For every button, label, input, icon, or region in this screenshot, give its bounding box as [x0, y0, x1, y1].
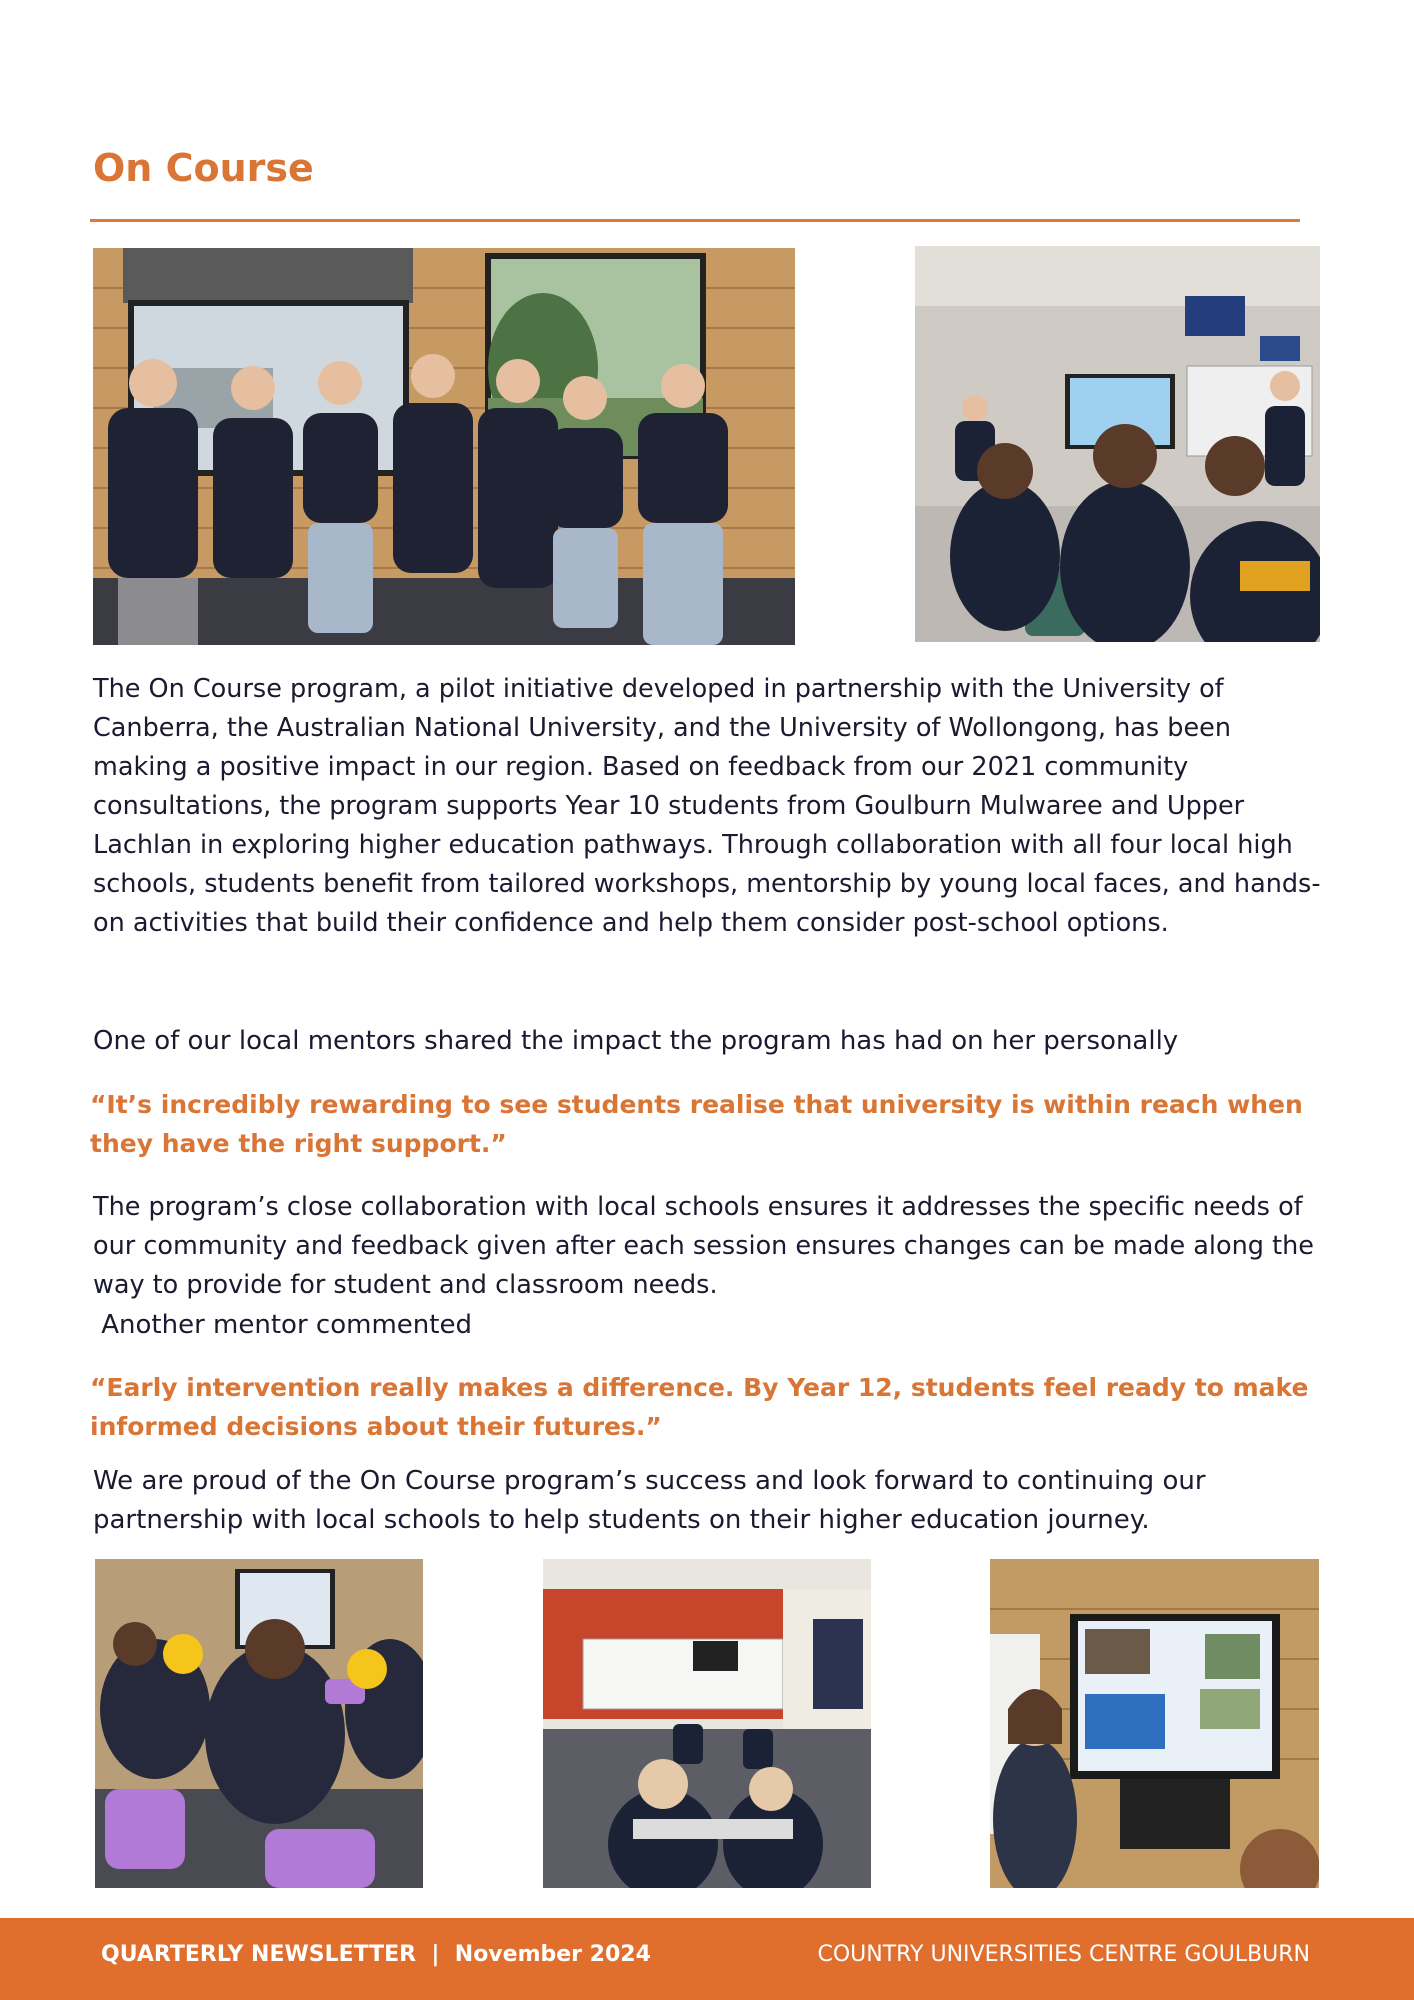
- page-footer: [0, 1918, 1414, 2000]
- title-divider: [90, 219, 1300, 222]
- intro-paragraph: The On Course program, a pilot initiative developed in partnership with the University of Canberra, the Australian National University, and the University of Wollongong, has been making a positive impact in our region. Based on feedback from our 2021 community consultations, the program supports Year 10 students from Goulburn Mulwaree and Upper Lachlan in exploring higher education pathways. Through collaboration with all four local high schools, students benefit from tailored workshops, mentorship by young local faces, and hands-on activities that build their confidence and help them consider post-school options.: [93, 674, 1321, 938]
- collaboration-paragraph: The program’s close collaboration with local schools ensures it addresses the specific needs of our community and feedback given after each session ensures changes can be made along the way to provide for student and classroom needs.: [93, 1192, 1314, 1300]
- page-title: On Course: [93, 146, 314, 190]
- students-table-photo: [95, 1559, 423, 1888]
- organisation-name: COUNTRY UNIVERSITIES CENTRE GOULBURN: [817, 1942, 1310, 1967]
- mentor-quote-1: “It’s incredibly rewarding to see students realise that university is within reach when they have the right support.”: [90, 1090, 1303, 1158]
- student-presenting-photo: [990, 1559, 1319, 1888]
- mentor-quote-2: “Early intervention really makes a difference. By Year 12, students feel ready to make informed decisions about their futures.”: [90, 1373, 1309, 1441]
- classroom-presentation-photo: [915, 246, 1320, 642]
- mentors-group-photo: [93, 248, 795, 645]
- closing-paragraph: We are proud of the On Course program’s success and look forward to continuing our partnership with local schools to help students on their higher education journey.: [93, 1466, 1206, 1535]
- classroom-hands-photo: [543, 1559, 871, 1888]
- mentor-intro-2: Another mentor commented: [93, 1310, 472, 1340]
- mentor-intro-paragraph: One of our local mentors shared the impact the program has had on her personally: [93, 1026, 1179, 1056]
- newsletter-label: QUARTERLY NEWSLETTER | November 2024: [101, 1942, 651, 1967]
